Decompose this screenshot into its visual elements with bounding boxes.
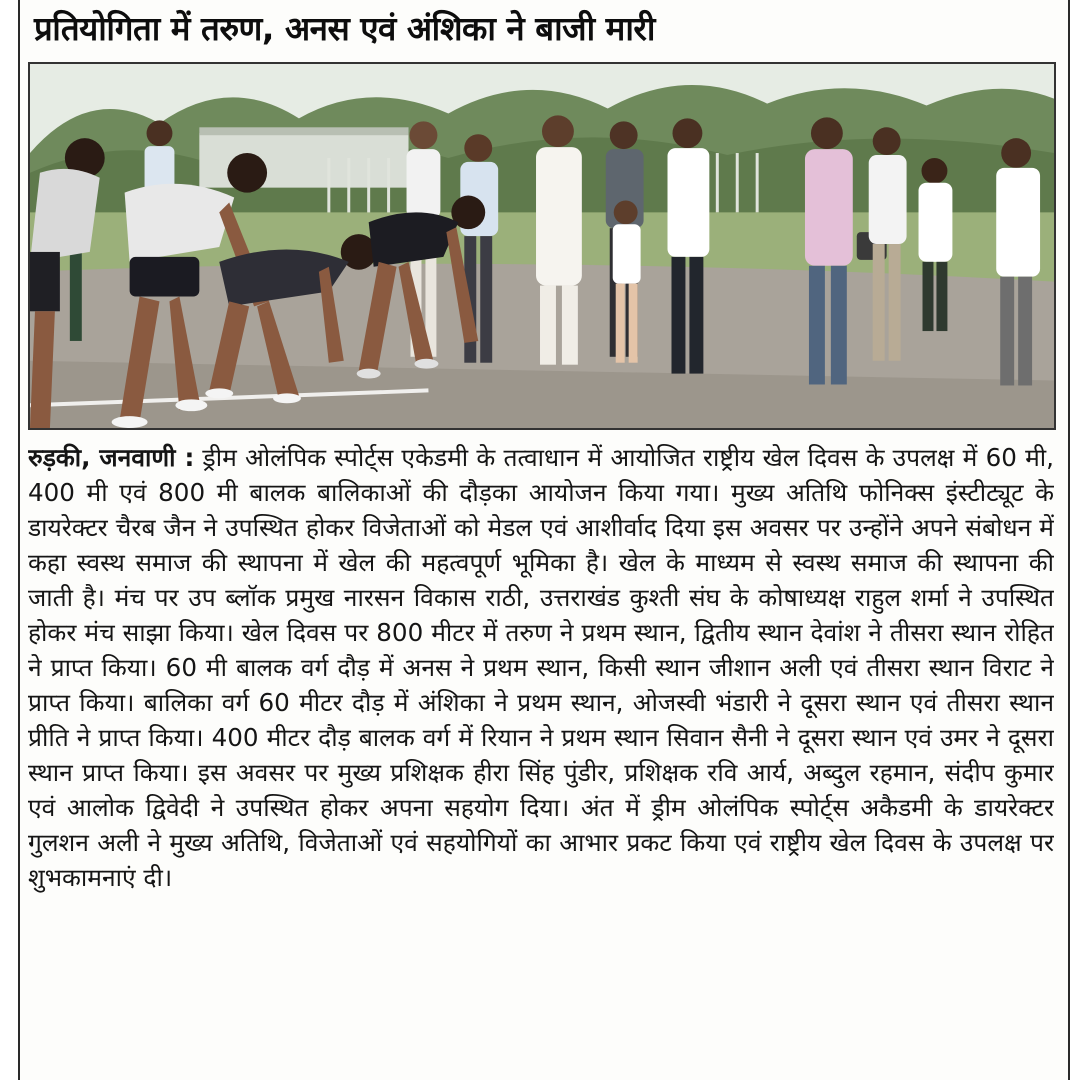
newspaper-clipping bbox=[18, 0, 1070, 1080]
race-photo-illustration bbox=[30, 64, 1054, 428]
article-dateline: रुड़की, जनवाणी : bbox=[28, 443, 195, 472]
article-body bbox=[28, 440, 1054, 1072]
article-body-text: ड्रीम ओलंपिक स्पोर्ट्स एकेडमी के तत्वाधान में आयोजित राष्ट्रीय खेल दिवस के उपलक्ष में 60 मी, 400 मी एवं 800 मी बालक बालिकाओं की दौड़का आयोजन किया गया। मुख्य अतिथि फोनिक्स इंस्टीट्यूट के डायरेक्टर चैरब जैन ने उपस्थित होकर विजेताओं को मेडल एवं आशीर्वाद दिया इस अवसर पर उन्होंने अपने संबोधन में कहा स्वस्थ समाज की स्थापना में खेल की महत्वपूर्ण भूमिका है। खेल के माध्यम से स्वस्थ समाज की स्थापना की जाती है। मंच पर उप ब्लॉक प्रमुख नारसन विकास राठी, उत्तराखंड कुश्ती संघ के कोषाध्यक्ष राहुल शर्मा ने उपस्थित होकर मंच साझा किया। खेल दिवस पर 800 मीटर में तरुण ने प्रथम स्थान, द्वितीय स्थान देवांश ने तीसरा स्थान रोहित ने प्राप्त किया। 60 मी बालक वर्ग दौड़ में अनस ने प्रथम स्थान, किसी स्थान जीशान अली एवं तीसरा स्थान विराट ने प्राप्त किया। बालिका वर्ग 60 मीटर दौड़ में अंशिका ने प्रथम स्थान, ओजस्वी भंडारी ने दूसरा स्थान एवं तीसरा स्थान प्रीति ने प्राप्त किया। 400 मीटर दौड़ बालक वर्ग में रियान ने प्रथम स्थान सिवान सैनी ने दूसरा स्थान एवं उमर ने दूसरा स्थान प्राप्त किया। इस अवसर पर मुख्य प्रशिक्षक हीरा सिंह पुंडीर, प्रशिक्षक रवि आर्य, अब्दुल रहमान, संदीप कुमार एवं आलोक द्विवेदी ने उपस्थित होकर अपना सहयोग दिया। अंत में ड्रीम ओलंपिक स्पोर्ट्स अकैडमी के डायरेक्टर गुलशन अली ने मुख्य अतिथि, विजेताओं एवं सहयोगियों का आभार प्रकट किया एवं राष्ट्रीय खेल दिवस के उपलक्ष पर शुभकामनाएं दी। bbox=[28, 443, 1054, 892]
article-headline: प्रतियोगिता में तरुण, अनस एवं अंशिका ने बाजी मारी bbox=[34, 9, 655, 48]
article-photo bbox=[28, 62, 1056, 430]
